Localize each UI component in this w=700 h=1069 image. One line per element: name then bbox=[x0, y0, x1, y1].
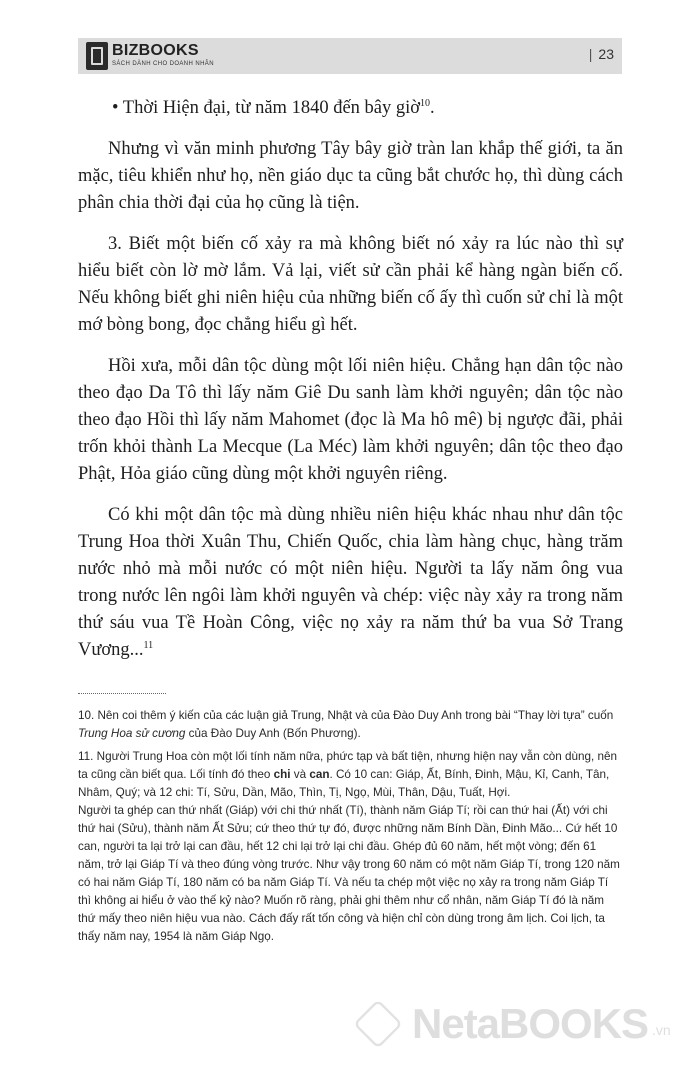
watermark-text: NetaBOOKS bbox=[412, 1000, 649, 1047]
footnote-10-text-end: của Đào Duy Anh (Bốn Phương). bbox=[185, 727, 361, 740]
main-text bbox=[78, 95, 623, 678]
page-number-block bbox=[589, 46, 614, 62]
page-header bbox=[78, 38, 622, 74]
brand-name: BIZBOOKS bbox=[112, 42, 199, 59]
paragraph-4 bbox=[78, 502, 623, 664]
footnote-11-text: 11. Người Trung Hoa còn một lối tính năm nữa, phức tạp và bất tiện, nhưng hiện nay vẫn còn dùng, nên ta cũng cần biết qua. Lối tính đó theo bbox=[78, 750, 618, 781]
watermark bbox=[356, 1000, 686, 1050]
footnote-10-text: 10. Nên coi thêm ý kiến của các luận giả Trung, Nhật và của Đào Duy Anh trong bài “Thay lời tựa” cuốn bbox=[78, 709, 614, 722]
footnote-10 bbox=[78, 707, 623, 743]
footnote-ref-10[interactable]: 10 bbox=[420, 97, 431, 109]
paragraph-1: Nhưng vì văn minh phương Tây bây giờ tràn lan khắp thế giới, ta ăn mặc, tiêu khiển như họ, nền giáo dục ta cũng bắt chước họ, thì dùng cách phân chia thời đại của họ cũng là tiện. bbox=[78, 139, 623, 213]
bizbooks-logo-icon bbox=[86, 42, 108, 70]
footnote-11-continued: Người ta ghép can thứ nhất (Giáp) với chi thứ nhất (Tí), thành năm Giáp Tí; rồi can thứ hai (Ất) với chi thứ hai (Sửu), thành năm Ất Sửu; cứ theo thứ tự đó, được những năm Bính Dần, Đinh Mão... Cứ hết 10 can, người ta lại trở lại can đầu, hết 12 chi lại trở lại chi đầu. Ghép đủ 60 năm, hết một vòng; đến 61 năm, trở lại Giáp Tí và theo đúng vòng trước. Như vậy trong 60 năm có một năm Giáp Tí, trong 120 năm có hai năm Giáp Tí, 180 năm có ba năm Giáp Tí. Và nếu ta chép một việc nọ xảy ra trong năm Giáp Tí thì không ai hiểu ở vào thế kỷ nào? Muốn rõ ràng, phải ghi thêm như cổ nhân, năm Giáp Tí đó là năm thứ mấy theo niên hiệu vua nào. Cách đấy rất tốn công và hiện chỉ còn dùng trong âm lịch. Coi lịch, ta thấy năm nay, 1954 là năm Giáp Ngọ. bbox=[78, 804, 620, 943]
bullet-text: • Thời Hiện đại, từ năm 1840 đến bây giờ bbox=[112, 98, 421, 118]
paragraph-2: 3. Biết một biến cố xảy ra mà không biết nó xảy ra lúc nào thì sự hiểu biết còn lờ mờ lắm. Vả lại, viết sử cần phải kể hàng ngàn biến cố. Nếu không biết ghi niên hiệu của những biến cố ấy thì cuốn sử chỉ là một mớ bòng bong, đọc chẳng hiểu gì hết. bbox=[78, 234, 623, 335]
paragraph-3: Hồi xưa, mỗi dân tộc dùng một lối niên hiệu. Chẳng hạn dân tộc nào theo đạo Da Tô thì lấy năm Giê Du sanh làm khởi nguyên; dân tộc nào theo đạo Hồi thì lấy năm Mahomet (đọc là Ma hô mê) bị ngược đãi, phải trốn khỏi thành La Mecque (La Méc) làm khởi nguyên; dân tộc theo đạo Phật, Hỏa giáo cũng dùng một khởi nguyên riêng. bbox=[78, 356, 623, 484]
footnote-11-term-can: can bbox=[309, 768, 330, 781]
brand-tagline: SÁCH DÀNH CHO DOANH NHÂN bbox=[112, 61, 214, 67]
watermark-suffix: .vn bbox=[652, 1022, 671, 1038]
footnote-divider bbox=[78, 693, 166, 694]
footnote-11 bbox=[78, 748, 623, 802]
paragraph-4-text: Có khi một dân tộc mà dùng nhiều niên hiệu khác nhau như dân tộc Trung Hoa thời Xuân Thu, Chiến Quốc, chia làm hàng chục, hàng trăm nước nhỏ mà mỗi nước có một niên hiệu. Người ta lấy năm ông vua trong nước lên ngôi làm khởi nguyên và chép: việc này xảy ra trong năm thứ sáu vua Tề Hoàn Công, việc nọ xảy ra năm thứ ba vua Sở Trang Vương... bbox=[78, 505, 623, 660]
footnote-11-and: và bbox=[290, 768, 310, 781]
page-number: 23 bbox=[598, 46, 614, 62]
bullet-item: • Thời Hiện đại, từ năm 1840 đến bây giờ$^{10}$. bbox=[112, 97, 435, 118]
footnote-10-book-title: Trung Hoa sử cương bbox=[78, 727, 186, 740]
footnote-ref-11[interactable]: 11 bbox=[143, 639, 154, 651]
footnote-11-term-chi: chi bbox=[273, 768, 291, 781]
netabooks-logo-icon bbox=[353, 999, 403, 1049]
header-separator: | bbox=[588, 46, 593, 62]
footnotes bbox=[78, 707, 623, 951]
footnote-11-text-end: . Có 10 can: Giáp, Ất, Bính, Đinh, Mậu, Kỉ, Canh, Tân, Nhâm, Quý; và 12 chi: Tí, Sửu, Dần, Mão, Thìn, Tị, Ngọ, Mùi, Thân, Dậu, Tuất, Hợi. bbox=[78, 768, 610, 799]
